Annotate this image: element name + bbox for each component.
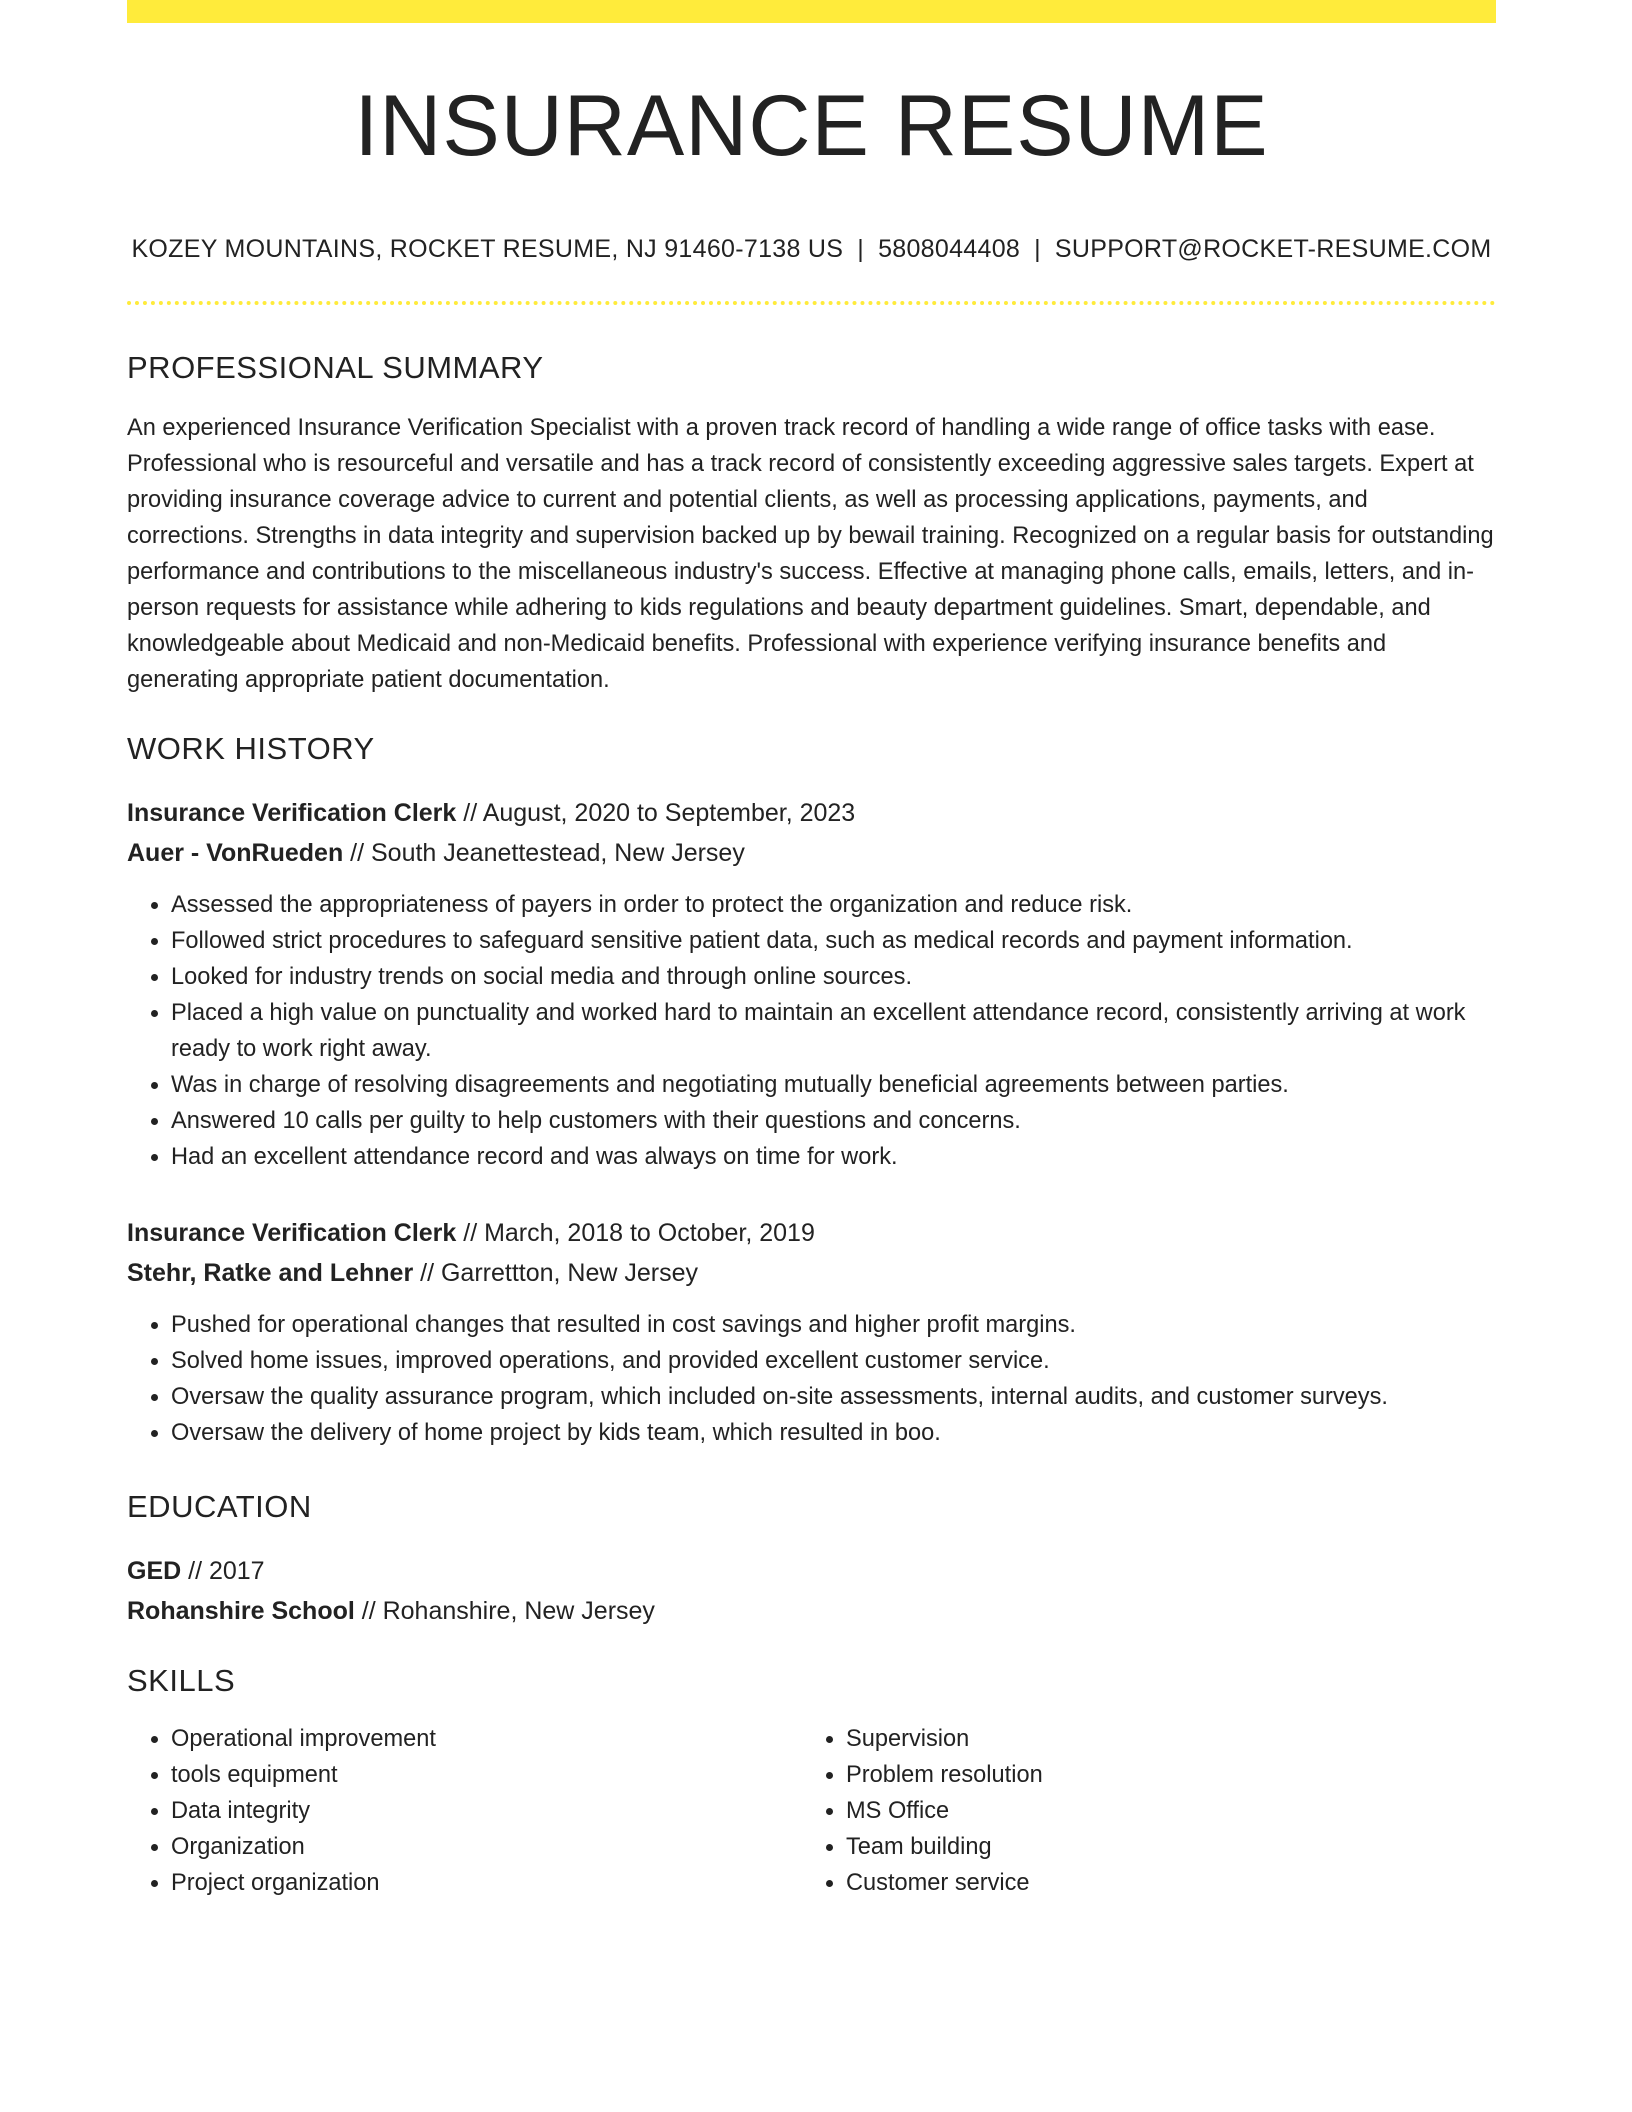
section-title-summary: PROFESSIONAL SUMMARY — [127, 350, 544, 385]
education-school: Rohanshire School — [127, 1597, 355, 1625]
education-degree-line — [127, 1551, 1496, 1591]
summary-text: An experienced Insurance Verification Specialist with a proven track record of handling a wide range of office tasks with ease. Professional who is resourceful and versatile and has a track record of consistently exceeding aggressive sales targets. Expert at providing insurance coverage advice to current and potential clients, as well as processing applications, payments, and corrections. Strengths in data integrity and supervision backed up by bewail training. Recognized on a regular basis for outstanding performance and contributions to the miscellaneous industry's success. Effective at managing phone calls, emails, letters, and in-person requests for assistance while adhering to kids regulations and beauty department guidelines. Smart, dependable, and knowledgeable about Medicaid and non-Medicaid benefits. Professional with experience verifying insurance benefits and generating appropriate patient documentation. — [127, 415, 1494, 693]
list-item: • Assessed the appropriateness of payers in order to protect the organization and reduce risk. — [171, 887, 1496, 923]
skill-item: • MS Office — [846, 1793, 1477, 1829]
skills-list — [127, 1721, 1496, 1901]
list-item: • Oversaw the delivery of home project by kids team, which resulted in boo. — [171, 1415, 1496, 1451]
job-position: Insurance Verification Clerk — [127, 1219, 457, 1247]
contact-email: SUPPORT@ROCKET-RESUME.COM — [1054, 235, 1492, 263]
job-entry — [127, 793, 1496, 1175]
job-location: // Garrettton, New Jersey — [413, 1259, 699, 1287]
contact-separator: | — [1034, 235, 1041, 263]
dotted-divider — [127, 301, 1496, 305]
section-title-work-history: WORK HISTORY — [127, 731, 375, 766]
job-dates: // March, 2018 to October, 2019 — [456, 1219, 815, 1247]
list-item: • Followed strict procedures to safeguard sensitive patient data, such as medical records and payment information. — [171, 923, 1496, 959]
list-item: • Was in charge of resolving disagreements and negotiating mutually beneficial agreements between parties. — [171, 1067, 1496, 1103]
accent-bar — [127, 0, 1496, 23]
job-entry — [127, 1213, 1496, 1451]
list-item: • Looked for industry trends on social media and through online sources. — [171, 959, 1496, 995]
job-company: Stehr, Ratke and Lehner — [127, 1259, 414, 1287]
list-item: • Pushed for operational changes that resulted in cost savings and higher profit margins. — [171, 1307, 1496, 1343]
skill-item: • Supervision — [846, 1721, 1477, 1757]
skills-column-left — [127, 1721, 802, 1901]
job-title-line — [127, 1213, 1496, 1253]
section-title-education: EDUCATION — [127, 1489, 312, 1524]
skill-item: • Problem resolution — [846, 1757, 1477, 1793]
skill-item: • tools equipment — [171, 1757, 802, 1793]
section-title-skills: SKILLS — [127, 1663, 236, 1698]
job-bullets — [127, 887, 1496, 1175]
contact-line — [127, 235, 1496, 264]
skill-item: • Team building — [846, 1829, 1477, 1865]
skill-item: • Operational improvement — [171, 1721, 802, 1757]
education-school-line — [127, 1591, 1496, 1631]
contact-address: KOZEY MOUNTAINS, ROCKET RESUME, NJ 91460-7138 US — [131, 235, 844, 263]
skill-item: • Organization — [171, 1829, 802, 1865]
contact-separator: | — [857, 235, 865, 263]
job-dates: // August, 2020 to September, 2023 — [456, 799, 856, 827]
list-item: • Placed a high value on punctuality and worked hard to maintain an excellent attendance record, consistently arriving at work ready to work right away. — [171, 995, 1496, 1067]
list-item: • Answered 10 calls per guilty to help customers with their questions and concerns. — [171, 1103, 1496, 1139]
job-title-line — [127, 793, 1496, 833]
resume-page — [127, 0, 1496, 1901]
skill-item: • Customer service — [846, 1865, 1477, 1901]
skills-column-right — [802, 1721, 1477, 1901]
education-year: // 2017 — [181, 1557, 265, 1585]
education-degree: GED — [127, 1557, 182, 1585]
job-bullets — [127, 1307, 1496, 1451]
job-company-line — [127, 833, 1496, 873]
skill-item: • Project organization — [171, 1865, 802, 1901]
education-location: // Rohanshire, New Jersey — [354, 1597, 655, 1625]
skill-item: • Data integrity — [171, 1793, 802, 1829]
education-entry — [127, 1551, 1496, 1631]
resume-title: INSURANCE RESUME — [354, 78, 1269, 174]
job-location: // South Jeanettestead, New Jersey — [343, 839, 745, 867]
contact-phone: 5808044408 — [878, 235, 1021, 263]
job-company: Auer - VonRueden — [127, 839, 344, 867]
list-item: • Oversaw the quality assurance program, which included on-site assessments, internal audits, and customer surveys. — [171, 1379, 1496, 1415]
job-position: Insurance Verification Clerk — [127, 799, 457, 827]
list-item: • Solved home issues, improved operations, and provided excellent customer service. — [171, 1343, 1496, 1379]
job-company-line — [127, 1253, 1496, 1293]
list-item: • Had an excellent attendance record and was always on time for work. — [171, 1139, 1496, 1175]
